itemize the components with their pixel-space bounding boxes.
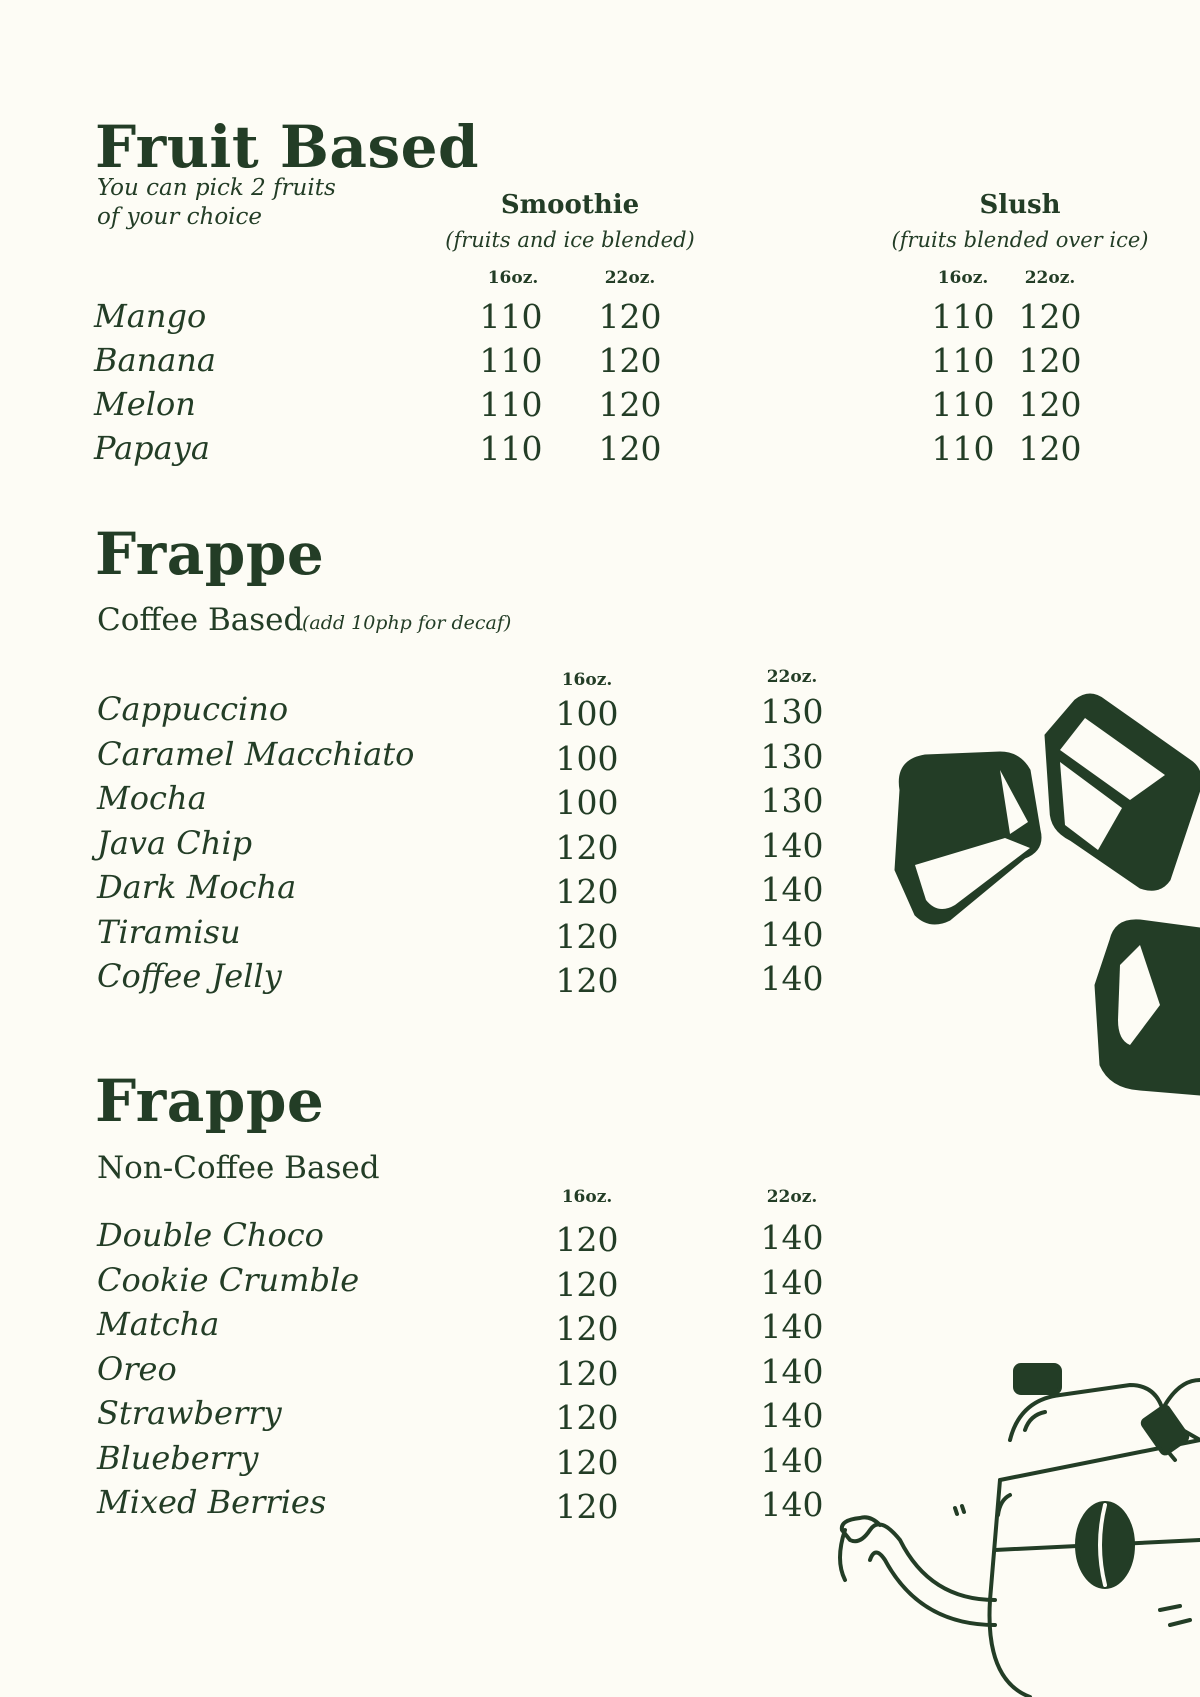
slush-22-price: 120 [1018,429,1082,468]
smoothie-22-price: 120 [598,341,662,380]
drink-name: Mocha [97,779,207,817]
smoothie-22-price: 120 [598,429,662,468]
price-22oz: 130 [760,692,824,731]
price-22oz: 140 [760,1307,824,1346]
coffee-size-22: 22oz. [766,667,818,687]
drink-name: Java Chip [97,823,253,862]
decaf-note: (add 10php for decaf) [302,612,512,634]
price-16oz: 120 [555,1353,619,1393]
drink-name: Oreo [97,1349,177,1388]
noncoffee-size-22: 22oz. [766,1187,818,1207]
smoothie-16-price: 110 [479,385,543,424]
price-16oz: 100 [555,694,619,733]
ice-cube-icon [1045,694,1200,890]
coffee-bean-icon [1077,1503,1133,1587]
kettle-lid-icon [1010,1385,1200,1440]
slush-size-22: 22oz. [1024,268,1076,288]
noncoffee-frappe-title: Frappe [95,1067,325,1135]
drink-name: Matcha [97,1305,220,1343]
smoothie-16-price: 110 [479,429,543,468]
slush-header: Slush [979,190,1061,220]
drink-name: Cappuccino [97,690,289,728]
kettle-spout-icon [842,1517,995,1600]
price-22oz: 140 [760,1351,824,1391]
noncoffee-size-16: 16oz. [561,1187,613,1207]
drink-name: Tiramisu [97,912,241,951]
price-22oz: 140 [760,1440,824,1480]
slush-16-price: 110 [931,297,995,336]
price-22oz: 140 [760,1396,824,1435]
price-22oz: 140 [760,914,824,954]
drink-name: Caramel Macchiato [97,734,415,773]
price-22oz: 140 [760,1262,824,1302]
fruit-name: Papaya [94,429,210,467]
price-22oz: 140 [760,870,824,909]
price-22oz: 140 [760,1218,824,1257]
price-22oz: 140 [760,959,824,998]
kettle-body-icon [990,1480,1031,1697]
drink-name: Dark Mocha [97,868,297,906]
smoothie-size-16: 16oz. [487,268,539,288]
slush-16-price: 110 [931,341,995,380]
drink-name: Mixed Berries [97,1483,327,1521]
price-22oz: 130 [760,781,824,820]
price-22oz: 130 [760,736,824,776]
smoothie-description: (fruits and ice blended) [445,228,695,252]
smoothie-22-price: 120 [598,385,662,424]
price-16oz: 120 [555,1487,619,1526]
smoothie-22-price: 120 [598,297,662,336]
drink-name: Blueberry [97,1438,259,1477]
price-16oz: 120 [555,1398,619,1437]
slush-size-16: 16oz. [937,268,989,288]
price-16oz: 120 [555,961,619,1000]
price-16oz: 120 [555,827,619,867]
drink-name: Cookie Crumble [97,1260,360,1299]
fruit-section-title: Fruit Based [95,113,480,181]
smoothie-16-price: 110 [479,341,543,380]
fruit-name: Mango [94,297,207,335]
slush-16-price: 110 [931,385,995,424]
slush-description: (fruits blended over ice) [891,228,1149,252]
price-22oz: 140 [760,825,824,865]
price-16oz: 100 [555,738,619,778]
fruit-name: Banana [94,341,216,379]
slush-22-price: 120 [1018,297,1082,336]
smoothie-header: Smoothie [500,190,640,220]
coffee-frappe-subtitle: Coffee Based [97,602,304,638]
noncoffee-frappe-subtitle: Non-Coffee Based [97,1150,380,1186]
smoothie-size-22: 22oz. [604,268,656,288]
fruit-hint-line2: of your choice [97,204,263,230]
price-16oz: 120 [555,1442,619,1482]
fruit-name: Melon [94,385,196,423]
price-16oz: 120 [555,1264,619,1304]
slush-22-price: 120 [1018,385,1082,424]
price-16oz: 100 [555,783,619,822]
ice-cube-icon [1095,920,1200,1095]
fruit-hint-line1: You can pick 2 fruits [97,175,336,201]
coffee-frappe-title: Frappe [95,520,325,588]
price-16oz: 120 [555,1309,619,1348]
drink-name: Coffee Jelly [97,957,282,995]
drink-name: Double Choco [97,1216,324,1254]
slush-22-price: 120 [1018,341,1082,380]
price-16oz: 120 [555,872,619,911]
price-16oz: 120 [555,1220,619,1259]
smoothie-16-price: 110 [479,297,543,336]
drink-name: Strawberry [97,1394,282,1432]
price-22oz: 140 [760,1485,824,1524]
ice-cube-icon [895,752,1041,924]
coffee-size-16: 16oz. [561,670,613,690]
slush-16-price: 110 [931,429,995,468]
price-16oz: 120 [555,916,619,956]
